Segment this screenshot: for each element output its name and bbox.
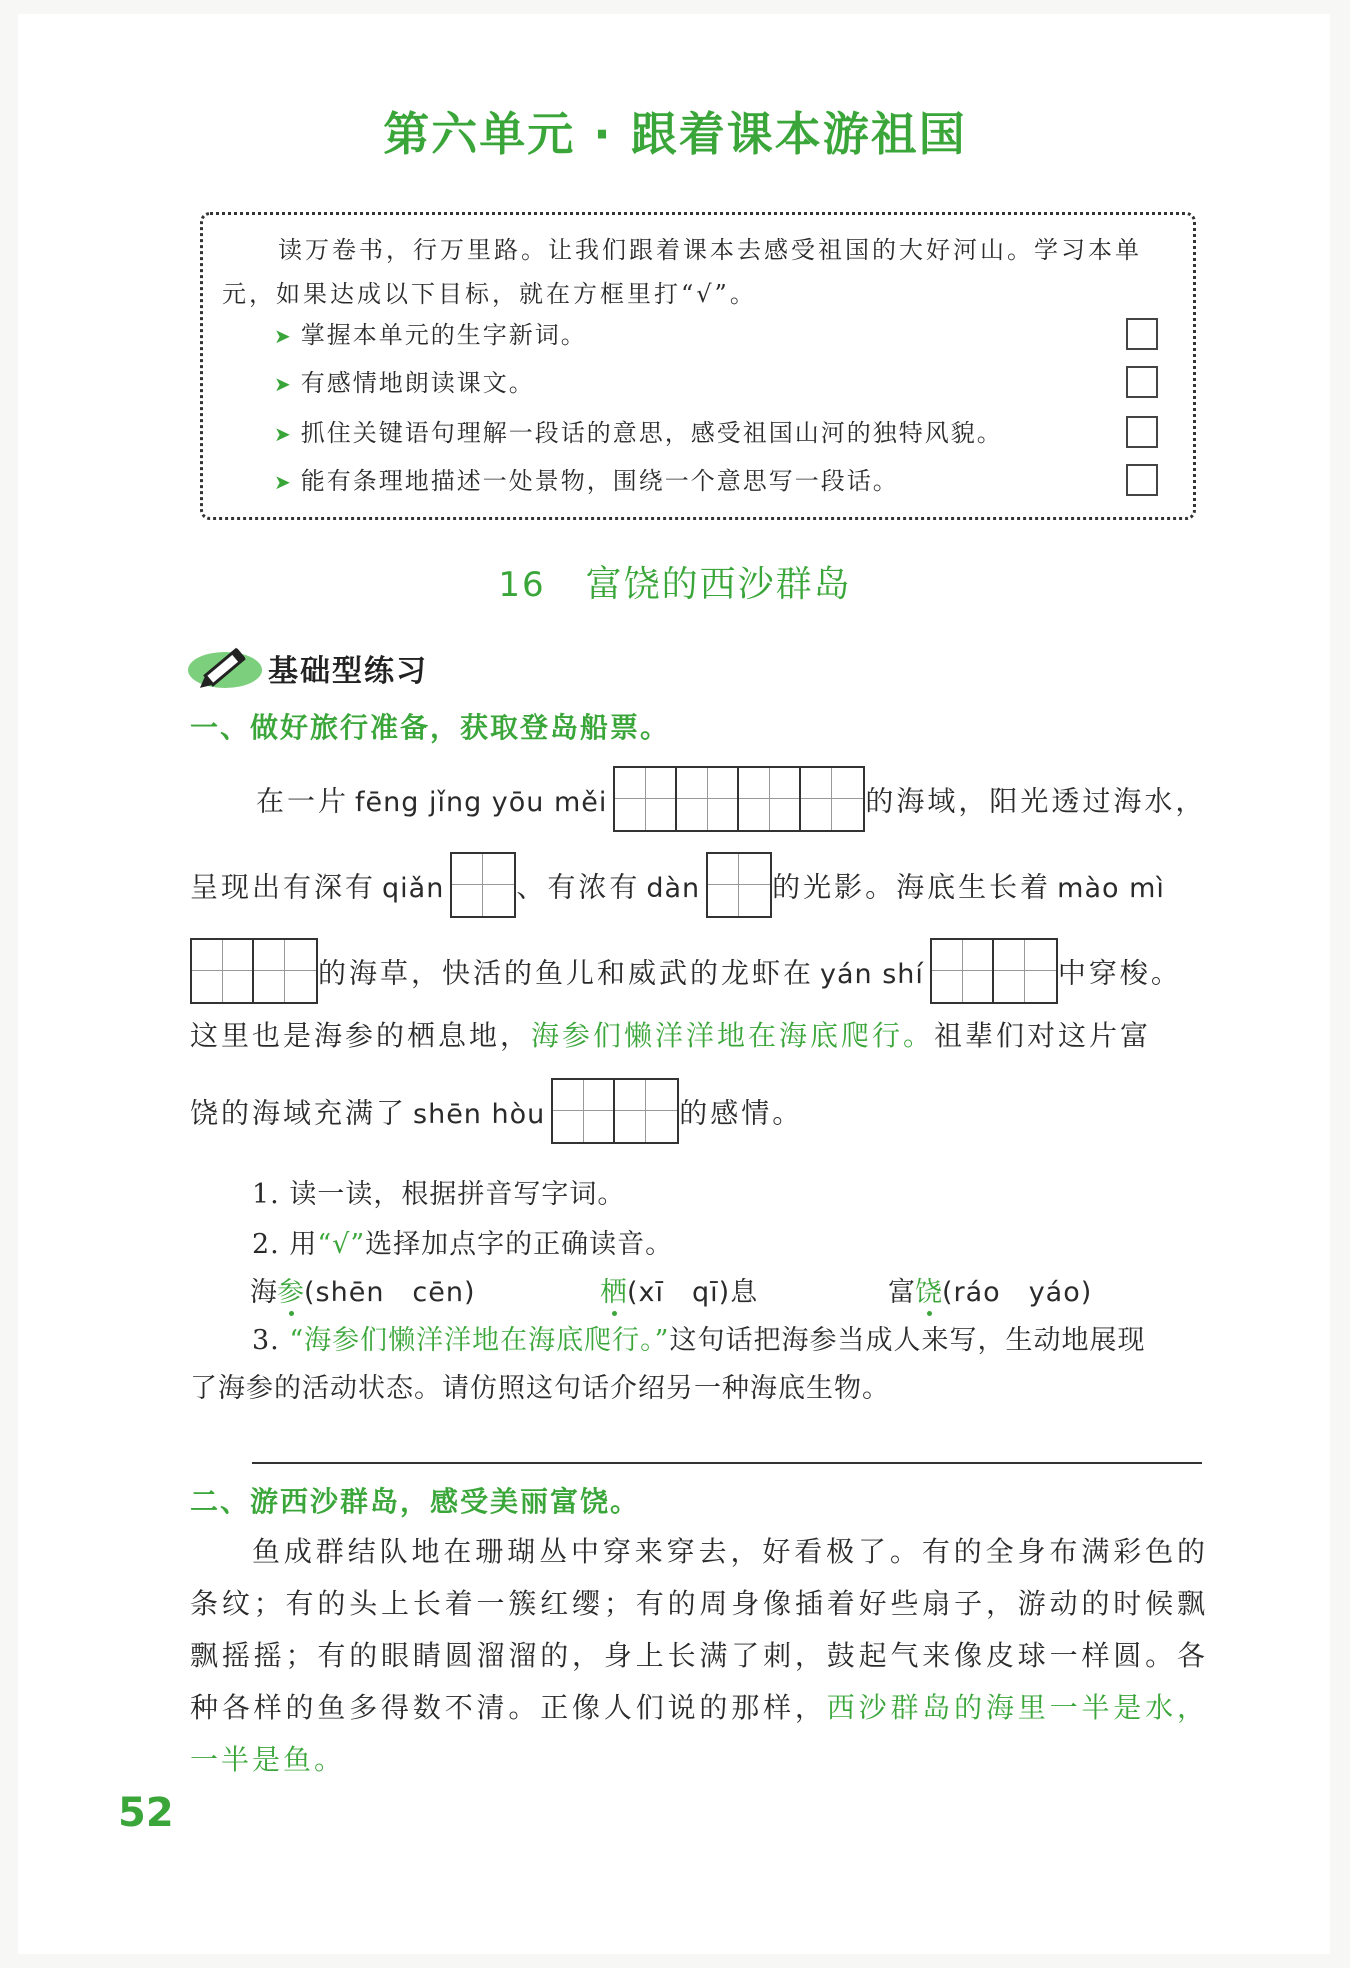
lesson-number: 16	[498, 565, 546, 605]
answer-grid[interactable]	[930, 938, 1058, 1004]
goal-item: ➤ 掌握本单元的生字新词。	[274, 321, 587, 349]
section-label: 基础型练习	[268, 654, 428, 689]
question-3: 3. “海参们懒洋洋地在海底爬行。”这句话把海参当成人来写，生动地展现	[252, 1325, 1146, 1356]
arrow-icon: ➤	[274, 422, 293, 446]
answer-grid[interactable]	[706, 852, 772, 918]
part2-heading: 二、游西沙群岛，感受美丽富饶。	[190, 1485, 641, 1518]
fill-line-4: 这里也是海参的栖息地，海参们懒洋洋地在海底爬行。祖辈们对这片富	[190, 1019, 1152, 1052]
question-2: 2. 用“√”选择加点字的正确读音。	[252, 1229, 674, 1260]
reading-option-1[interactable]: 海参(shēn cēn)	[250, 1277, 476, 1308]
answer-grid[interactable]	[613, 766, 865, 832]
pinyin: shēn hòu	[413, 1098, 546, 1130]
reading-passage: 鱼成群结队地在珊瑚丛中穿来穿去，好看极了。有的全身布满彩色的条纹；有的头上长着一簇红缨；有的周身像插着好些扇子，游动的时候飘飘摇摇；有的眼睛圆溜溜的，身上长满了刺，鼓起气来像皮球一样圆。各种各样的鱼多得数不清。正像人们说的那样，西沙群岛的海里一半是水，一半是鱼。	[190, 1535, 1208, 1776]
arrow-icon: ➤	[274, 470, 293, 494]
answer-line[interactable]	[252, 1462, 1202, 1464]
page-number: 52	[118, 1790, 174, 1836]
highlight-sentence: 西沙群岛的海里一半是水，一半是鱼。	[190, 1691, 1208, 1776]
fill-line-3: 的海草，快活的鱼儿和威武的龙虾在 yán shí 中穿梭。	[190, 942, 1210, 1008]
goal-checkbox[interactable]	[1126, 416, 1158, 448]
fill-line-2: 呈现出有深有 qiǎn 、有浓有 dàn 的光影。海底生长着 mào mì	[190, 856, 1210, 922]
goals-intro: 读万卷书，行万里路。让我们跟着课本去感受祖国的大好河山。学习本单元，如果达成以下目标，就在方框里打“√”。	[222, 236, 1142, 308]
pinyin: fēng jǐng yōu měi	[355, 786, 608, 818]
reading-option-3[interactable]: 富饶(ráo yáo)	[888, 1277, 1093, 1308]
pencil-icon	[198, 640, 254, 692]
fill-line-1: 在一片 fēng jǐng yōu měi 的海域，阳光透过海水，	[256, 770, 1276, 836]
section-header	[188, 640, 488, 692]
goal-item: ➤ 能有条理地描述一处景物，围绕一个意思写一段话。	[274, 467, 899, 495]
pinyin: yán shí	[820, 958, 924, 990]
goal-checkbox[interactable]	[1126, 464, 1158, 496]
answer-grid[interactable]	[551, 1078, 679, 1144]
question-3-cont: 了海参的活动状态。请仿照这句话介绍另一种海底生物。	[190, 1373, 890, 1404]
lesson-title	[0, 556, 1350, 607]
pinyin: qiǎn	[382, 872, 445, 904]
goal-item: ➤ 有感情地朗读课文。	[274, 369, 535, 397]
arrow-icon: ➤	[274, 324, 293, 348]
reading-option-2[interactable]: 栖(xī qī)息	[600, 1277, 758, 1308]
goal-checkbox[interactable]	[1126, 366, 1158, 398]
goal-item: ➤ 抓住关键语句理解一段话的意思，感受祖国山河的独特风貌。	[274, 419, 1003, 447]
goal-checkbox[interactable]	[1126, 318, 1158, 350]
arrow-icon: ➤	[274, 372, 293, 396]
part1-heading: 一、做好旅行准备，获取登岛船票。	[190, 711, 671, 744]
highlight-sentence: 海参们懒洋洋地在海底爬行。	[531, 1019, 935, 1052]
answer-grid[interactable]	[450, 852, 516, 918]
question-1: 1. 读一读，根据拼音写字词。	[252, 1179, 626, 1210]
answer-grid[interactable]	[190, 938, 318, 1004]
pinyin: dàn	[646, 872, 701, 904]
lesson-name: 富饶的西沙群岛	[585, 564, 852, 605]
unit-title: 第六单元 · 跟着课本游祖国	[383, 107, 967, 161]
pinyin: mào mì	[1057, 872, 1165, 904]
fill-line-5: 饶的海域充满了 shēn hòu 的感情。	[190, 1082, 1210, 1148]
